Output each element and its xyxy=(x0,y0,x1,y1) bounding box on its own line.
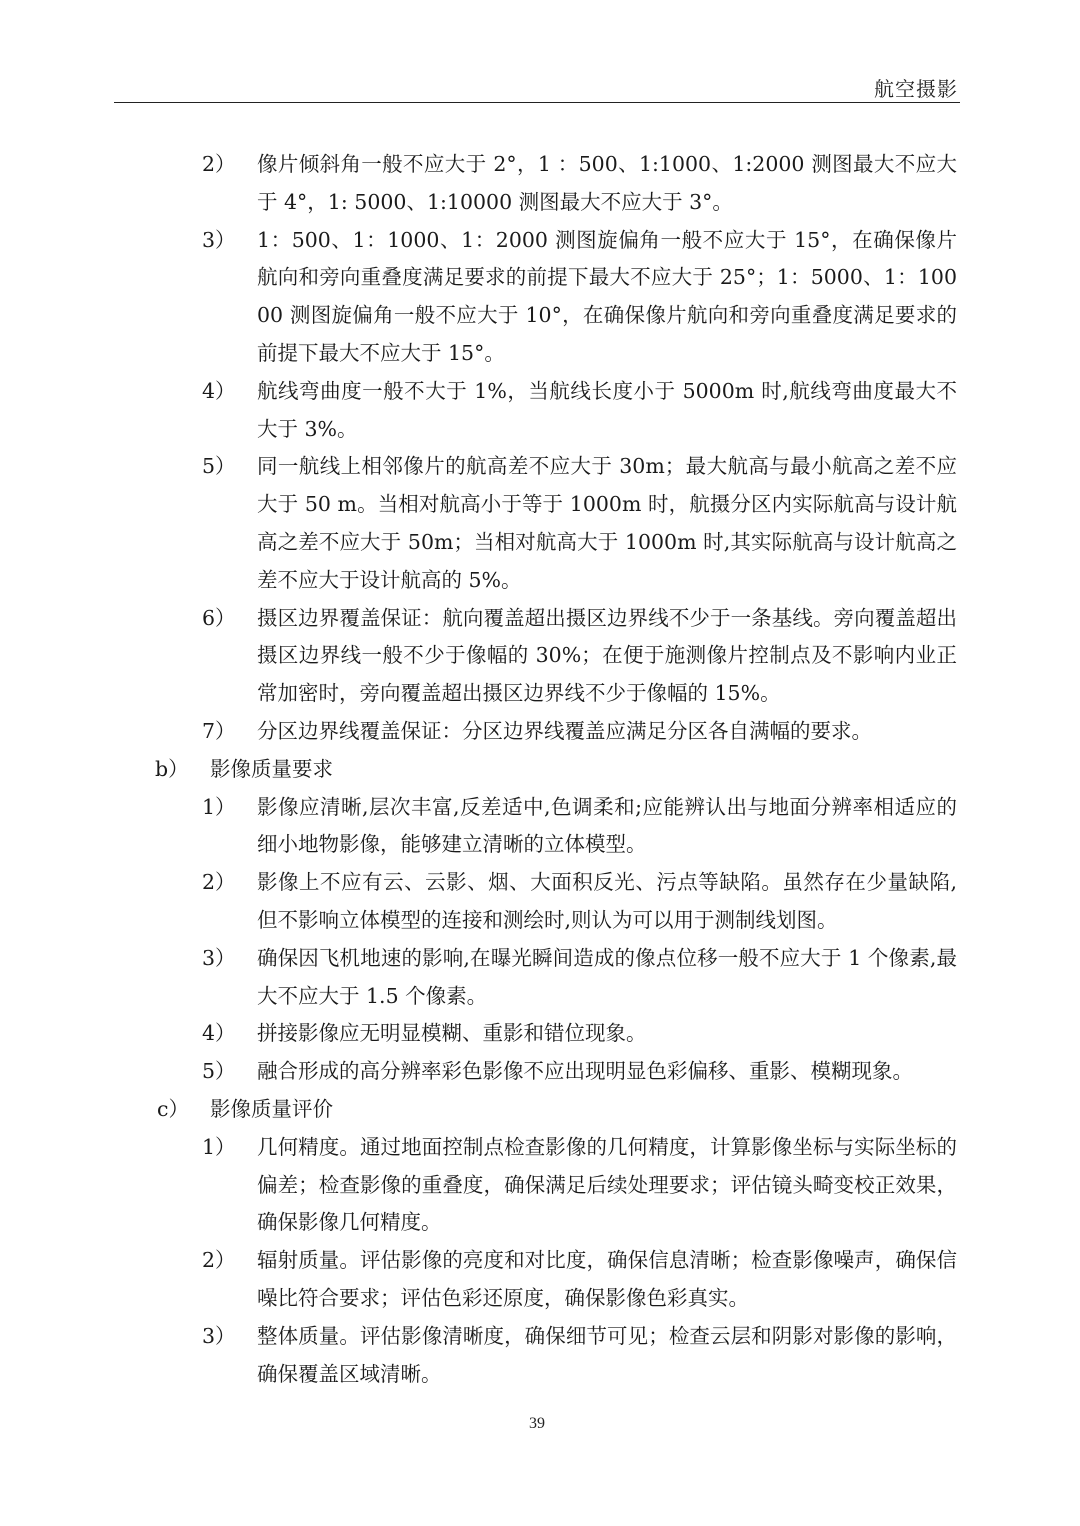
item-number: 4） xyxy=(202,1021,236,1046)
item-number: 3） xyxy=(202,945,236,970)
list-item xyxy=(0,1015,957,1053)
item-number: 5） xyxy=(202,1059,236,1084)
item-number: 1） xyxy=(202,1134,236,1159)
list-item xyxy=(0,1053,957,1091)
section-number: b） xyxy=(155,756,189,781)
list-item xyxy=(0,1129,957,1242)
list-item xyxy=(0,373,957,449)
item-text: 整体质量。评估影像清晰度，确保细节可见；检查云层和阴影对影像的影响，确保覆盖区域清晰。 xyxy=(257,1323,957,1386)
item-number: 2） xyxy=(202,870,236,895)
list-item xyxy=(0,146,957,222)
item-text: 影像应清晰,层次丰富,反差适中,色调柔和;应能辨认出与地面分辨率相适应的细小地物影像，能够建立清晰的立体模型。 xyxy=(257,794,957,857)
list-item xyxy=(0,789,957,865)
item-text: 摄区边界覆盖保证：航向覆盖超出摄区边界线不少于一条基线。旁向覆盖超出摄区边界线一般不少于像幅的 30%；在便于施测像片控制点及不影响内业正常加密时，旁向覆盖超出摄区边界线不少于像幅的 15%。 xyxy=(257,605,957,706)
list-item xyxy=(0,940,957,1016)
list-item xyxy=(0,1318,957,1394)
item-text: 1：500、1：1000、1：2000 测图旋偏角一般不应大于 15°，在确保像片航向和旁向重叠度满足要求的前提下最大不应大于 25°；1：5000、1：10000 测图旋偏角一般不应大于 10°，在确保像片航向和旁向重叠度满足要求的前提下最大不应大于 15°。 xyxy=(257,227,957,365)
section-heading-b xyxy=(0,751,910,789)
list-item xyxy=(0,448,957,599)
list-item xyxy=(0,600,957,713)
item-number: 5） xyxy=(202,454,236,479)
document-body xyxy=(0,146,1080,1393)
page-number: 39 xyxy=(529,1415,545,1432)
header-rule xyxy=(114,102,960,103)
item-text: 航线弯曲度一般不大于 1%，当航线长度小于 5000m 时,航线弯曲度最大不大于 3%。 xyxy=(257,378,957,441)
item-text: 同一航线上相邻像片的航高差不应大于 30m；最大航高与最小航高之差不应大于 50 m。当相对航高小于等于 1000m 时，航摄分区内实际航高与设计航高之差不应大于 50m；当相对航高大于 1000m 时,其实际航高与设计航高之差不应大于设计航高的 5%。 xyxy=(257,454,957,592)
section-heading-c xyxy=(0,1091,910,1129)
list-item xyxy=(0,864,957,940)
running-header: 航空摄影 xyxy=(874,77,958,101)
item-number: 3） xyxy=(202,227,236,252)
section-number: c） xyxy=(157,1096,189,1121)
item-text: 分区边界线覆盖保证：分区边界线覆盖应满足分区各自满幅的要求。 xyxy=(257,718,872,743)
list-item xyxy=(0,713,957,751)
item-number: 1） xyxy=(202,794,236,819)
item-number: 2） xyxy=(202,152,236,176)
item-number: 2） xyxy=(202,1248,236,1273)
section-title: 影像质量要求 xyxy=(210,756,333,781)
item-text: 辐射质量。评估影像的亮度和对比度，确保信息清晰；检查影像噪声，确保信噪比符合要求；评估色彩还原度，确保影像色彩真实。 xyxy=(257,1248,957,1310)
item-text: 融合形成的高分辨率彩色影像不应出现明显色彩偏移、重影、模糊现象。 xyxy=(257,1059,913,1084)
item-text: 拼接影像应无明显模糊、重影和错位现象。 xyxy=(257,1021,647,1046)
list-item xyxy=(0,222,957,373)
section-title: 影像质量评价 xyxy=(210,1096,333,1121)
item-text: 影像上不应有云、云影、烟、大面积反光、污点等缺陷。虽然存在少量缺陷,但不影响立体模型的连接和测绘时,则认为可以用于测制线划图。 xyxy=(257,870,957,932)
item-text: 像片倾斜角一般不应大于 2°，1 ：500、1:1000、1:2000 测图最大不应大于 4°，1: 5000、1:10000 测图最大不应大于 3°。 xyxy=(257,152,957,214)
item-number: 7） xyxy=(202,718,236,743)
item-number: 4） xyxy=(202,378,236,403)
item-text: 确保因飞机地速的影响,在曝光瞬间造成的像点位移一般不应大于 1 个像素,最大不应大于 1.5 个像素。 xyxy=(257,945,957,1008)
item-text: 几何精度。通过地面控制点检查影像的几何精度，计算影像坐标与实际坐标的偏差；检查影像的重叠度，确保满足后续处理要求；评估镜头畸变校正效果，确保影像几何精度。 xyxy=(257,1134,957,1235)
list-item xyxy=(0,1242,957,1318)
item-number: 3） xyxy=(202,1323,236,1348)
item-number: 6） xyxy=(202,605,236,630)
